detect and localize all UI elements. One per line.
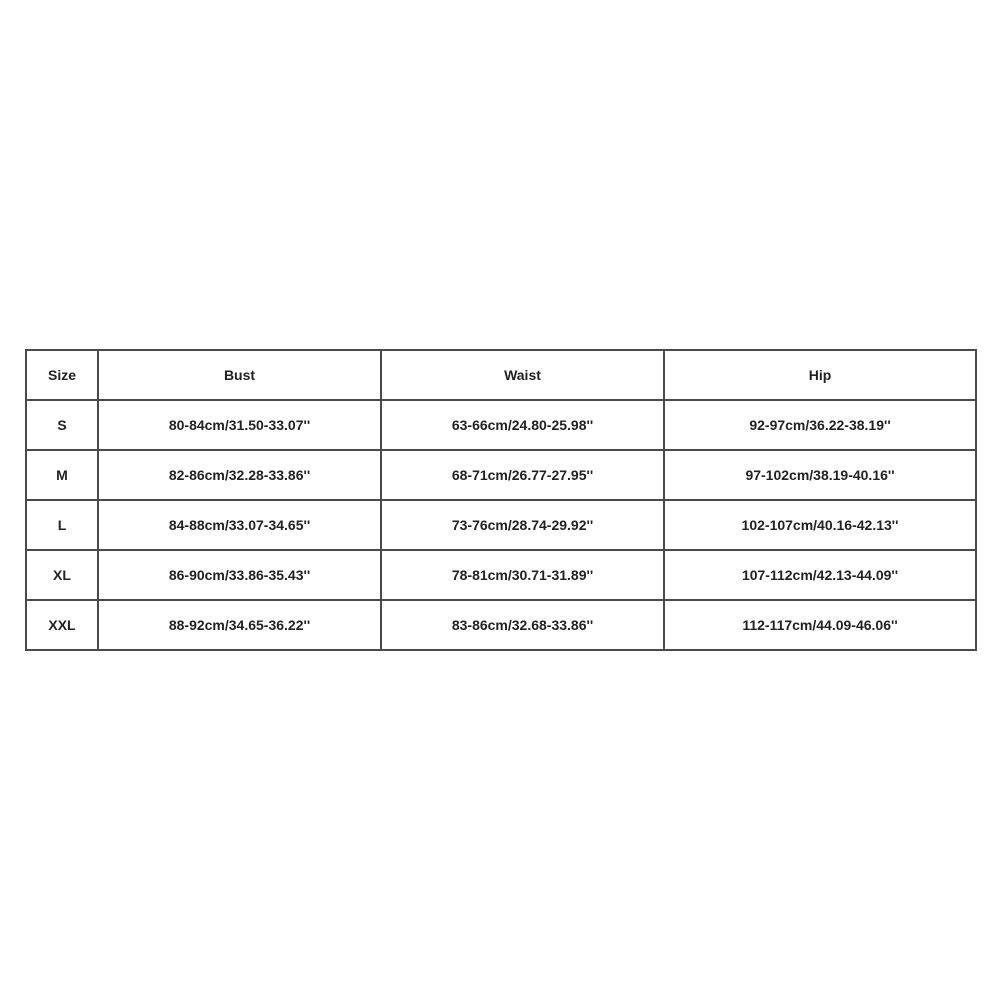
cell-size: S (26, 400, 98, 450)
cell-bust: 80-84cm/31.50-33.07'' (98, 400, 381, 450)
table-row (26, 550, 976, 600)
cell-bust: 88-92cm/34.65-36.22'' (98, 600, 381, 650)
header-bust: Bust (98, 350, 381, 400)
cell-hip: 102-107cm/40.16-42.13'' (664, 500, 976, 550)
cell-bust: 82-86cm/32.28-33.86'' (98, 450, 381, 500)
table-row (26, 600, 976, 650)
cell-bust: 86-90cm/33.86-35.43'' (98, 550, 381, 600)
table-row (26, 500, 976, 550)
cell-hip: 97-102cm/38.19-40.16'' (664, 450, 976, 500)
cell-waist: 73-76cm/28.74-29.92'' (381, 500, 664, 550)
table-header-row (26, 350, 976, 400)
header-waist: Waist (381, 350, 664, 400)
cell-waist: 83-86cm/32.68-33.86'' (381, 600, 664, 650)
cell-waist: 63-66cm/24.80-25.98'' (381, 400, 664, 450)
cell-hip: 112-117cm/44.09-46.06'' (664, 600, 976, 650)
cell-size: M (26, 450, 98, 500)
header-hip: Hip (664, 350, 976, 400)
cell-hip: 92-97cm/36.22-38.19'' (664, 400, 976, 450)
cell-size: XL (26, 550, 98, 600)
table-row (26, 400, 976, 450)
cell-hip: 107-112cm/42.13-44.09'' (664, 550, 976, 600)
cell-size: XXL (26, 600, 98, 650)
cell-bust: 84-88cm/33.07-34.65'' (98, 500, 381, 550)
size-chart-table (25, 349, 977, 651)
table-row (26, 450, 976, 500)
cell-size: L (26, 500, 98, 550)
header-size: Size (26, 350, 98, 400)
cell-waist: 68-71cm/26.77-27.95'' (381, 450, 664, 500)
cell-waist: 78-81cm/30.71-31.89'' (381, 550, 664, 600)
